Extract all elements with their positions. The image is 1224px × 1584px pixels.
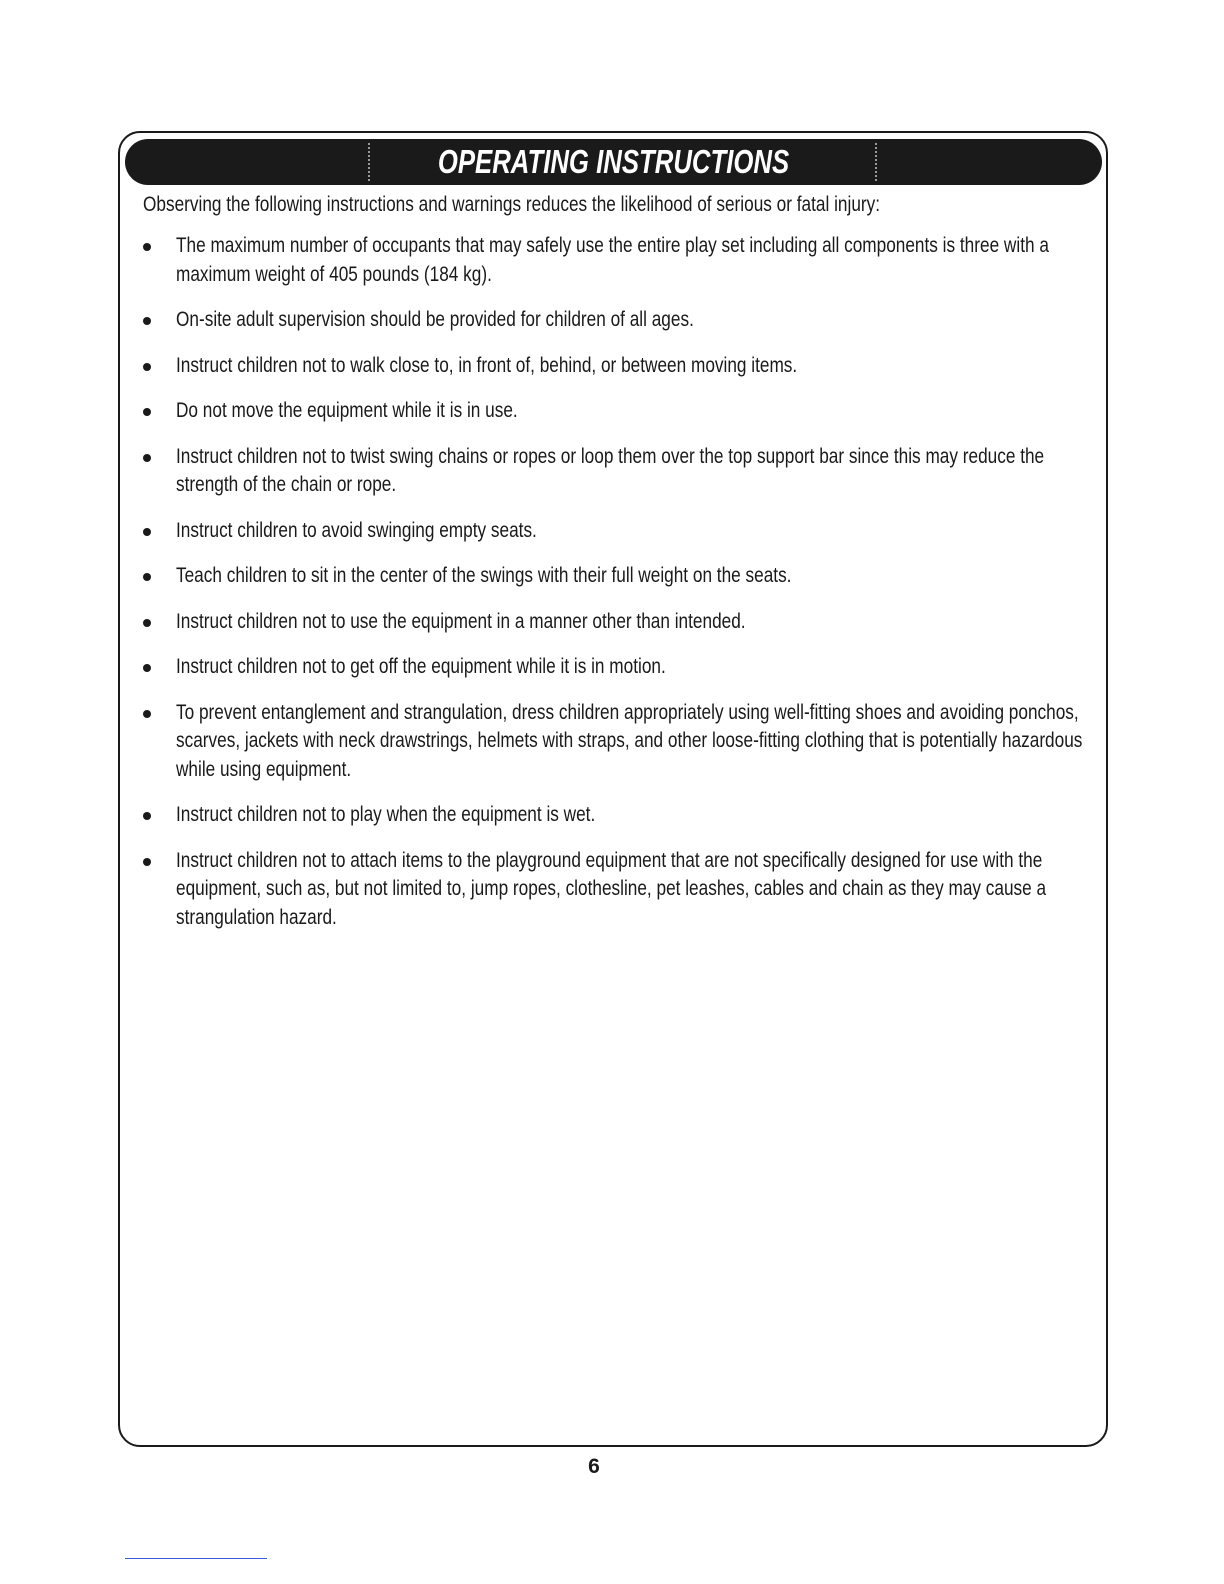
instruction-text: On-site adult supervision should be provided for children of all ages. <box>176 308 694 331</box>
instruction-text: Do not move the equipment while it is in use. <box>176 399 518 422</box>
footer-rule <box>125 1558 267 1559</box>
bullet-icon <box>143 243 151 251</box>
list-item <box>143 352 1088 381</box>
instruction-text: The maximum number of occupants that may safely use the entire play set including all components is three with a maximum weight of 405 pounds (184 kg). <box>176 234 1049 286</box>
list-item <box>143 801 1088 830</box>
bullet-icon <box>143 858 151 866</box>
intro-text: Observing the following instructions and warnings reduces the likelihood of serious or fatal injury: <box>143 193 881 216</box>
list-item <box>143 699 1088 785</box>
list-item <box>143 608 1088 637</box>
instruction-text: Instruct children not to twist swing chains or ropes or loop them over the top support bar since this may reduce the strength of the chain or rope. <box>176 444 1045 496</box>
instruction-text: Instruct children not to use the equipment in a manner other than intended. <box>176 609 746 633</box>
bullet-icon <box>143 619 151 627</box>
list-item <box>143 847 1088 933</box>
instruction-list <box>143 232 1088 949</box>
bullet-icon <box>143 812 151 820</box>
bullet-icon <box>143 363 151 371</box>
bullet-icon <box>143 573 151 581</box>
instruction-text: Teach children to sit in the center of the swings with their full weight on the seats. <box>176 564 792 587</box>
bullet-icon <box>143 710 151 718</box>
bullet-icon <box>143 528 151 536</box>
instruction-text: Instruct children not to walk close to, in front of, behind, or between moving items. <box>176 353 798 377</box>
bullet-icon <box>143 408 151 416</box>
list-item <box>143 562 1088 591</box>
instruction-text: Instruct children to avoid swinging empty seats. <box>176 518 537 542</box>
list-item <box>143 232 1088 289</box>
title-bar <box>125 139 1102 185</box>
list-item <box>143 443 1088 500</box>
list-item <box>143 653 1088 682</box>
list-item <box>143 517 1088 546</box>
instruction-text: Instruct children not to get off the equipment while it is in motion. <box>176 655 666 678</box>
page-number: 6 <box>588 1455 600 1478</box>
instruction-text: Instruct children not to play when the equipment is wet. <box>176 803 596 826</box>
bullet-icon <box>143 317 151 325</box>
bullet-icon <box>143 454 151 462</box>
list-item <box>143 397 1088 426</box>
page-title: OPERATING INSTRUCTIONS <box>437 143 790 180</box>
bullet-icon <box>143 664 151 672</box>
instruction-text: Instruct children not to attach items to the playground equipment that are not specifically designed for use with the equipment, such as, but not limited to, jump ropes, clothesline, pet leashes, cables and chain as they may cause a strangulation hazard. <box>176 848 1047 929</box>
list-item <box>143 306 1088 335</box>
instruction-text: To prevent entanglement and strangulation, dress children appropriately using well-fitting shoes and avoiding ponchos, scarves, jackets with neck drawstrings, helmets with straps, and other loose-fitting clothing that is potentially hazardous while using equipment. <box>176 700 1083 781</box>
